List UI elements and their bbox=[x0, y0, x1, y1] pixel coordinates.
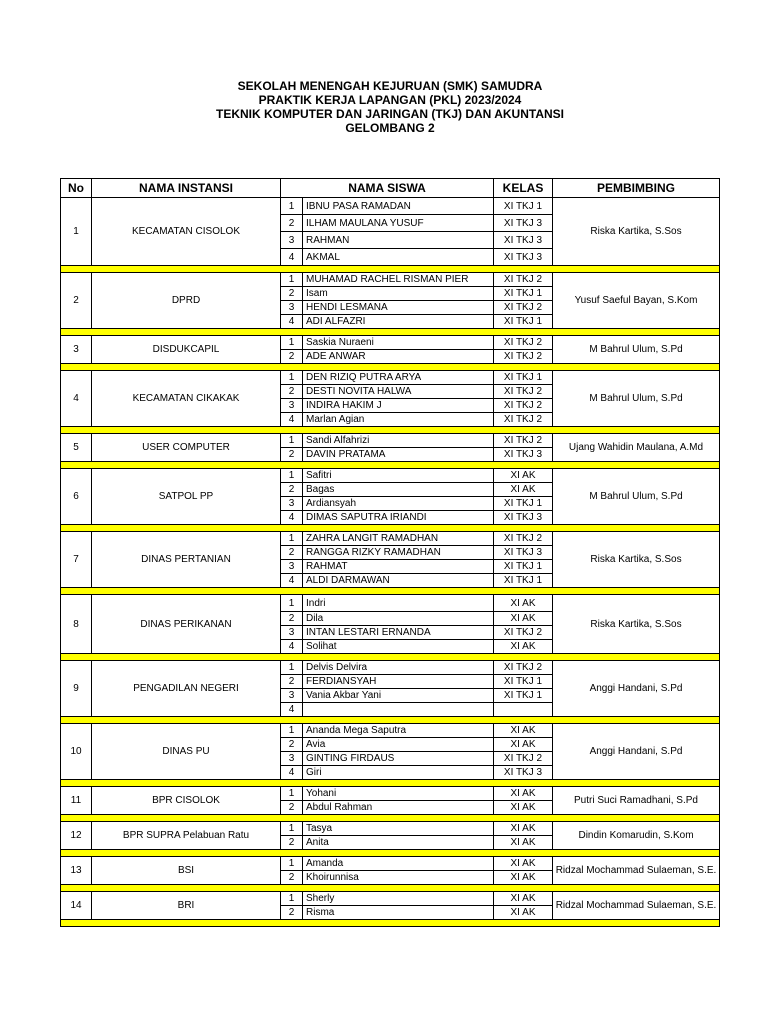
student-class: XI TKJ 2 bbox=[494, 434, 553, 448]
student-name: Tasya bbox=[303, 822, 494, 836]
student-number: 1 bbox=[281, 595, 303, 612]
group-number: 9 bbox=[61, 661, 92, 717]
student-number: 3 bbox=[281, 497, 303, 511]
student-name: DEN RIZIQ PUTRA ARYA bbox=[303, 371, 494, 385]
student-name: ILHAM MAULANA YUSUF bbox=[303, 215, 494, 232]
table-row bbox=[61, 822, 720, 836]
student-number: 1 bbox=[281, 434, 303, 448]
student-number: 3 bbox=[281, 560, 303, 574]
student-name: Amanda bbox=[303, 857, 494, 871]
column-header-siswa: NAMA SISWA bbox=[281, 179, 494, 198]
student-name: Vania Akbar Yani bbox=[303, 689, 494, 703]
separator-bar bbox=[61, 525, 720, 532]
student-class: XI TKJ 1 bbox=[494, 497, 553, 511]
table-row bbox=[61, 892, 720, 906]
table-row bbox=[61, 857, 720, 871]
student-number: 4 bbox=[281, 413, 303, 427]
student-name: Isam bbox=[303, 287, 494, 301]
program-title: PRAKTIK KERJA LAPANGAN (PKL) 2023/2024 bbox=[258, 93, 522, 107]
student-name: ADE ANWAR bbox=[303, 350, 494, 364]
student-class bbox=[494, 703, 553, 717]
separator-bar bbox=[61, 427, 720, 434]
supervisor-name: Ridzal Mochammad Sulaeman, S.E. bbox=[553, 892, 720, 920]
student-name: Indri bbox=[303, 595, 494, 612]
student-number: 2 bbox=[281, 546, 303, 560]
supervisor-name: Dindin Komarudin, S.Kom bbox=[553, 822, 720, 850]
separator-bar bbox=[61, 717, 720, 724]
table-header-row bbox=[61, 179, 720, 198]
supervisor-name: Riska Kartika, S.Sos bbox=[553, 595, 720, 654]
student-number: 2 bbox=[281, 350, 303, 364]
table-row bbox=[61, 336, 720, 350]
institution-name: PENGADILAN NEGERI bbox=[92, 661, 281, 717]
student-class: XI AK bbox=[494, 640, 553, 654]
student-name: FERDIANSYAH bbox=[303, 675, 494, 689]
student-class: XI AK bbox=[494, 801, 553, 815]
student-number: 2 bbox=[281, 483, 303, 497]
student-class: XI AK bbox=[494, 871, 553, 885]
group-number: 12 bbox=[61, 822, 92, 850]
group-number: 14 bbox=[61, 892, 92, 920]
institution-name: DINAS PERIKANAN bbox=[92, 595, 281, 654]
student-class: XI TKJ 3 bbox=[494, 249, 553, 266]
student-class: XI AK bbox=[494, 738, 553, 752]
student-class: XI TKJ 1 bbox=[494, 689, 553, 703]
student-class: XI TKJ 1 bbox=[494, 371, 553, 385]
group-separator bbox=[61, 780, 720, 787]
student-class: XI TKJ 2 bbox=[494, 399, 553, 413]
student-class: XI TKJ 2 bbox=[494, 626, 553, 640]
group-separator bbox=[61, 885, 720, 892]
student-name: Sandi Alfahrizi bbox=[303, 434, 494, 448]
group-number: 3 bbox=[61, 336, 92, 364]
institution-name: KECAMATAN CIKAKAK bbox=[92, 371, 281, 427]
table-row bbox=[61, 532, 720, 546]
group-number: 4 bbox=[61, 371, 92, 427]
student-name: INDIRA HAKIM J bbox=[303, 399, 494, 413]
group-separator bbox=[61, 462, 720, 469]
separator-bar bbox=[61, 329, 720, 336]
table-row bbox=[61, 273, 720, 287]
supervisor-name: Putri Suci Ramadhani, S.Pd bbox=[553, 787, 720, 815]
student-class: XI AK bbox=[494, 857, 553, 871]
table-row bbox=[61, 787, 720, 801]
student-name: Solihat bbox=[303, 640, 494, 654]
wave-title: GELOMBANG 2 bbox=[345, 121, 435, 135]
student-class: XI TKJ 2 bbox=[494, 336, 553, 350]
student-number: 2 bbox=[281, 836, 303, 850]
separator-bar bbox=[61, 654, 720, 661]
institution-name: DISDUKCAPIL bbox=[92, 336, 281, 364]
student-number: 4 bbox=[281, 640, 303, 654]
group-number: 1 bbox=[61, 198, 92, 266]
student-class: XI TKJ 2 bbox=[494, 752, 553, 766]
student-class: XI AK bbox=[494, 612, 553, 626]
supervisor-name: Yusuf Saeful Bayan, S.Kom bbox=[553, 273, 720, 329]
student-class: XI AK bbox=[494, 822, 553, 836]
student-name: MUHAMAD RACHEL RISMAN PIER bbox=[303, 273, 494, 287]
student-class: XI TKJ 3 bbox=[494, 448, 553, 462]
institution-name: DPRD bbox=[92, 273, 281, 329]
student-number: 4 bbox=[281, 766, 303, 780]
separator-bar bbox=[61, 364, 720, 371]
student-number: 2 bbox=[281, 215, 303, 232]
column-header-pembimbing: PEMBIMBING bbox=[553, 179, 720, 198]
student-class: XI TKJ 2 bbox=[494, 273, 553, 287]
student-number: 4 bbox=[281, 511, 303, 525]
student-number: 2 bbox=[281, 906, 303, 920]
student-name: Ardiansyah bbox=[303, 497, 494, 511]
group-separator bbox=[61, 364, 720, 371]
institution-name: BSI bbox=[92, 857, 281, 885]
student-name: Yohani bbox=[303, 787, 494, 801]
student-name: ALDI DARMAWAN bbox=[303, 574, 494, 588]
student-class: XI TKJ 3 bbox=[494, 511, 553, 525]
group-separator bbox=[61, 525, 720, 532]
student-number: 3 bbox=[281, 626, 303, 640]
student-name: ZAHRA LANGIT RAMADHAN bbox=[303, 532, 494, 546]
student-name: Bagas bbox=[303, 483, 494, 497]
student-class: XI TKJ 1 bbox=[494, 560, 553, 574]
student-name: RAHMAN bbox=[303, 232, 494, 249]
student-class: XI AK bbox=[494, 892, 553, 906]
student-number: 1 bbox=[281, 469, 303, 483]
institution-name: BRI bbox=[92, 892, 281, 920]
student-name: GINTING FIRDAUS bbox=[303, 752, 494, 766]
table-row bbox=[61, 198, 720, 215]
student-number: 2 bbox=[281, 801, 303, 815]
group-separator bbox=[61, 717, 720, 724]
student-class: XI TKJ 3 bbox=[494, 766, 553, 780]
institution-name: USER COMPUTER bbox=[92, 434, 281, 462]
group-separator bbox=[61, 920, 720, 927]
student-class: XI TKJ 2 bbox=[494, 413, 553, 427]
student-class: XI AK bbox=[494, 787, 553, 801]
student-number: 4 bbox=[281, 703, 303, 717]
institution-name: BPR SUPRA Pelabuan Ratu bbox=[92, 822, 281, 850]
student-class: XI TKJ 2 bbox=[494, 301, 553, 315]
student-name: Sherly bbox=[303, 892, 494, 906]
student-name: DESTI NOVITA HALWA bbox=[303, 385, 494, 399]
student-class: XI AK bbox=[494, 469, 553, 483]
student-number: 1 bbox=[281, 336, 303, 350]
table-row bbox=[61, 434, 720, 448]
table-row bbox=[61, 661, 720, 675]
student-number: 4 bbox=[281, 249, 303, 266]
institution-name: BPR CISOLOK bbox=[92, 787, 281, 815]
student-name: DAVIN PRATAMA bbox=[303, 448, 494, 462]
separator-bar bbox=[61, 885, 720, 892]
student-class: XI TKJ 1 bbox=[494, 198, 553, 215]
group-number: 2 bbox=[61, 273, 92, 329]
student-name: Dila bbox=[303, 612, 494, 626]
student-number: 4 bbox=[281, 315, 303, 329]
separator-bar bbox=[61, 462, 720, 469]
student-name: Delvis Delvira bbox=[303, 661, 494, 675]
student-number: 1 bbox=[281, 198, 303, 215]
group-number: 7 bbox=[61, 532, 92, 588]
student-name: Avia bbox=[303, 738, 494, 752]
student-name: Khoirunnisa bbox=[303, 871, 494, 885]
student-number: 1 bbox=[281, 892, 303, 906]
student-class: XI TKJ 3 bbox=[494, 215, 553, 232]
student-class: XI AK bbox=[494, 595, 553, 612]
supervisor-name: M Bahrul Ulum, S.Pd bbox=[553, 336, 720, 364]
student-number: 2 bbox=[281, 738, 303, 752]
student-class: XI AK bbox=[494, 483, 553, 497]
supervisor-name: Anggi Handani, S.Pd bbox=[553, 661, 720, 717]
student-name: Risma bbox=[303, 906, 494, 920]
student-name: Ananda Mega Saputra bbox=[303, 724, 494, 738]
separator-bar bbox=[61, 815, 720, 822]
institution-name: SATPOL PP bbox=[92, 469, 281, 525]
student-name: IBNU PASA RAMADAN bbox=[303, 198, 494, 215]
student-number: 3 bbox=[281, 301, 303, 315]
student-name: DIMAS SAPUTRA IRIANDI bbox=[303, 511, 494, 525]
student-number: 2 bbox=[281, 675, 303, 689]
student-name: ADI ALFAZRI bbox=[303, 315, 494, 329]
student-number: 3 bbox=[281, 752, 303, 766]
student-number: 1 bbox=[281, 532, 303, 546]
group-separator bbox=[61, 427, 720, 434]
group-number: 11 bbox=[61, 787, 92, 815]
student-class: XI TKJ 3 bbox=[494, 232, 553, 249]
student-number: 2 bbox=[281, 612, 303, 626]
student-class: XI TKJ 2 bbox=[494, 661, 553, 675]
student-name bbox=[303, 703, 494, 717]
group-number: 10 bbox=[61, 724, 92, 780]
institution-name: DINAS PERTANIAN bbox=[92, 532, 281, 588]
institution-name: DINAS PU bbox=[92, 724, 281, 780]
separator-bar bbox=[61, 850, 720, 857]
table-row bbox=[61, 469, 720, 483]
student-number: 2 bbox=[281, 287, 303, 301]
student-number: 3 bbox=[281, 399, 303, 413]
student-number: 1 bbox=[281, 724, 303, 738]
table-row bbox=[61, 595, 720, 612]
student-class: XI TKJ 1 bbox=[494, 675, 553, 689]
column-header-instansi: NAMA INSTANSI bbox=[92, 179, 281, 198]
student-name: AKMAL bbox=[303, 249, 494, 266]
supervisor-name: Anggi Handani, S.Pd bbox=[553, 724, 720, 780]
student-class: XI TKJ 1 bbox=[494, 315, 553, 329]
student-number: 2 bbox=[281, 448, 303, 462]
student-name: RANGGA RIZKY RAMADHAN bbox=[303, 546, 494, 560]
group-number: 8 bbox=[61, 595, 92, 654]
student-number: 1 bbox=[281, 822, 303, 836]
student-name: HENDI LESMANA bbox=[303, 301, 494, 315]
student-number: 2 bbox=[281, 871, 303, 885]
supervisor-name: Riska Kartika, S.Sos bbox=[553, 198, 720, 266]
student-number: 1 bbox=[281, 273, 303, 287]
student-class: XI AK bbox=[494, 724, 553, 738]
student-number: 3 bbox=[281, 232, 303, 249]
student-name: Giri bbox=[303, 766, 494, 780]
group-separator bbox=[61, 588, 720, 595]
group-separator bbox=[61, 654, 720, 661]
group-number: 5 bbox=[61, 434, 92, 462]
group-separator bbox=[61, 815, 720, 822]
column-header-no: No bbox=[61, 179, 92, 198]
group-number: 6 bbox=[61, 469, 92, 525]
separator-bar bbox=[61, 920, 720, 927]
group-number: 13 bbox=[61, 857, 92, 885]
student-name: Saskia Nuraeni bbox=[303, 336, 494, 350]
student-name: RAHMAT bbox=[303, 560, 494, 574]
supervisor-name: M Bahrul Ulum, S.Pd bbox=[553, 371, 720, 427]
student-class: XI AK bbox=[494, 836, 553, 850]
table-row bbox=[61, 724, 720, 738]
separator-bar bbox=[61, 780, 720, 787]
supervisor-name: Ridzal Mochammad Sulaeman, S.E. bbox=[553, 857, 720, 885]
department-title: TEKNIK KOMPUTER DAN JARINGAN (TKJ) DAN AKUNTANSI bbox=[216, 107, 564, 121]
supervisor-name: M Bahrul Ulum, S.Pd bbox=[553, 469, 720, 525]
group-separator bbox=[61, 329, 720, 336]
student-number: 1 bbox=[281, 787, 303, 801]
student-name: INTAN LESTARI ERNANDA bbox=[303, 626, 494, 640]
placement-table bbox=[60, 178, 720, 927]
group-separator bbox=[61, 850, 720, 857]
student-name: Anita bbox=[303, 836, 494, 850]
student-class: XI TKJ 2 bbox=[494, 532, 553, 546]
student-number: 2 bbox=[281, 385, 303, 399]
student-number: 4 bbox=[281, 574, 303, 588]
student-name: Abdul Rahman bbox=[303, 801, 494, 815]
institution-name: KECAMATAN CISOLOK bbox=[92, 198, 281, 266]
student-class: XI TKJ 2 bbox=[494, 350, 553, 364]
student-number: 3 bbox=[281, 689, 303, 703]
student-class: XI TKJ 3 bbox=[494, 546, 553, 560]
student-name: Marlan Agian bbox=[303, 413, 494, 427]
student-class: XI TKJ 1 bbox=[494, 287, 553, 301]
student-class: XI TKJ 2 bbox=[494, 385, 553, 399]
supervisor-name: Riska Kartika, S.Sos bbox=[553, 532, 720, 588]
document-header bbox=[0, 79, 768, 135]
separator-bar bbox=[61, 588, 720, 595]
separator-bar bbox=[61, 266, 720, 273]
student-number: 1 bbox=[281, 857, 303, 871]
table-row bbox=[61, 371, 720, 385]
student-number: 1 bbox=[281, 661, 303, 675]
supervisor-name: Ujang Wahidin Maulana, A.Md bbox=[553, 434, 720, 462]
group-separator bbox=[61, 266, 720, 273]
student-class: XI TKJ 1 bbox=[494, 574, 553, 588]
student-name: Safitri bbox=[303, 469, 494, 483]
student-class: XI AK bbox=[494, 906, 553, 920]
column-header-kelas: KELAS bbox=[494, 179, 553, 198]
student-number: 1 bbox=[281, 371, 303, 385]
school-title: SEKOLAH MENENGAH KEJURUAN (SMK) SAMUDRA bbox=[237, 79, 543, 93]
